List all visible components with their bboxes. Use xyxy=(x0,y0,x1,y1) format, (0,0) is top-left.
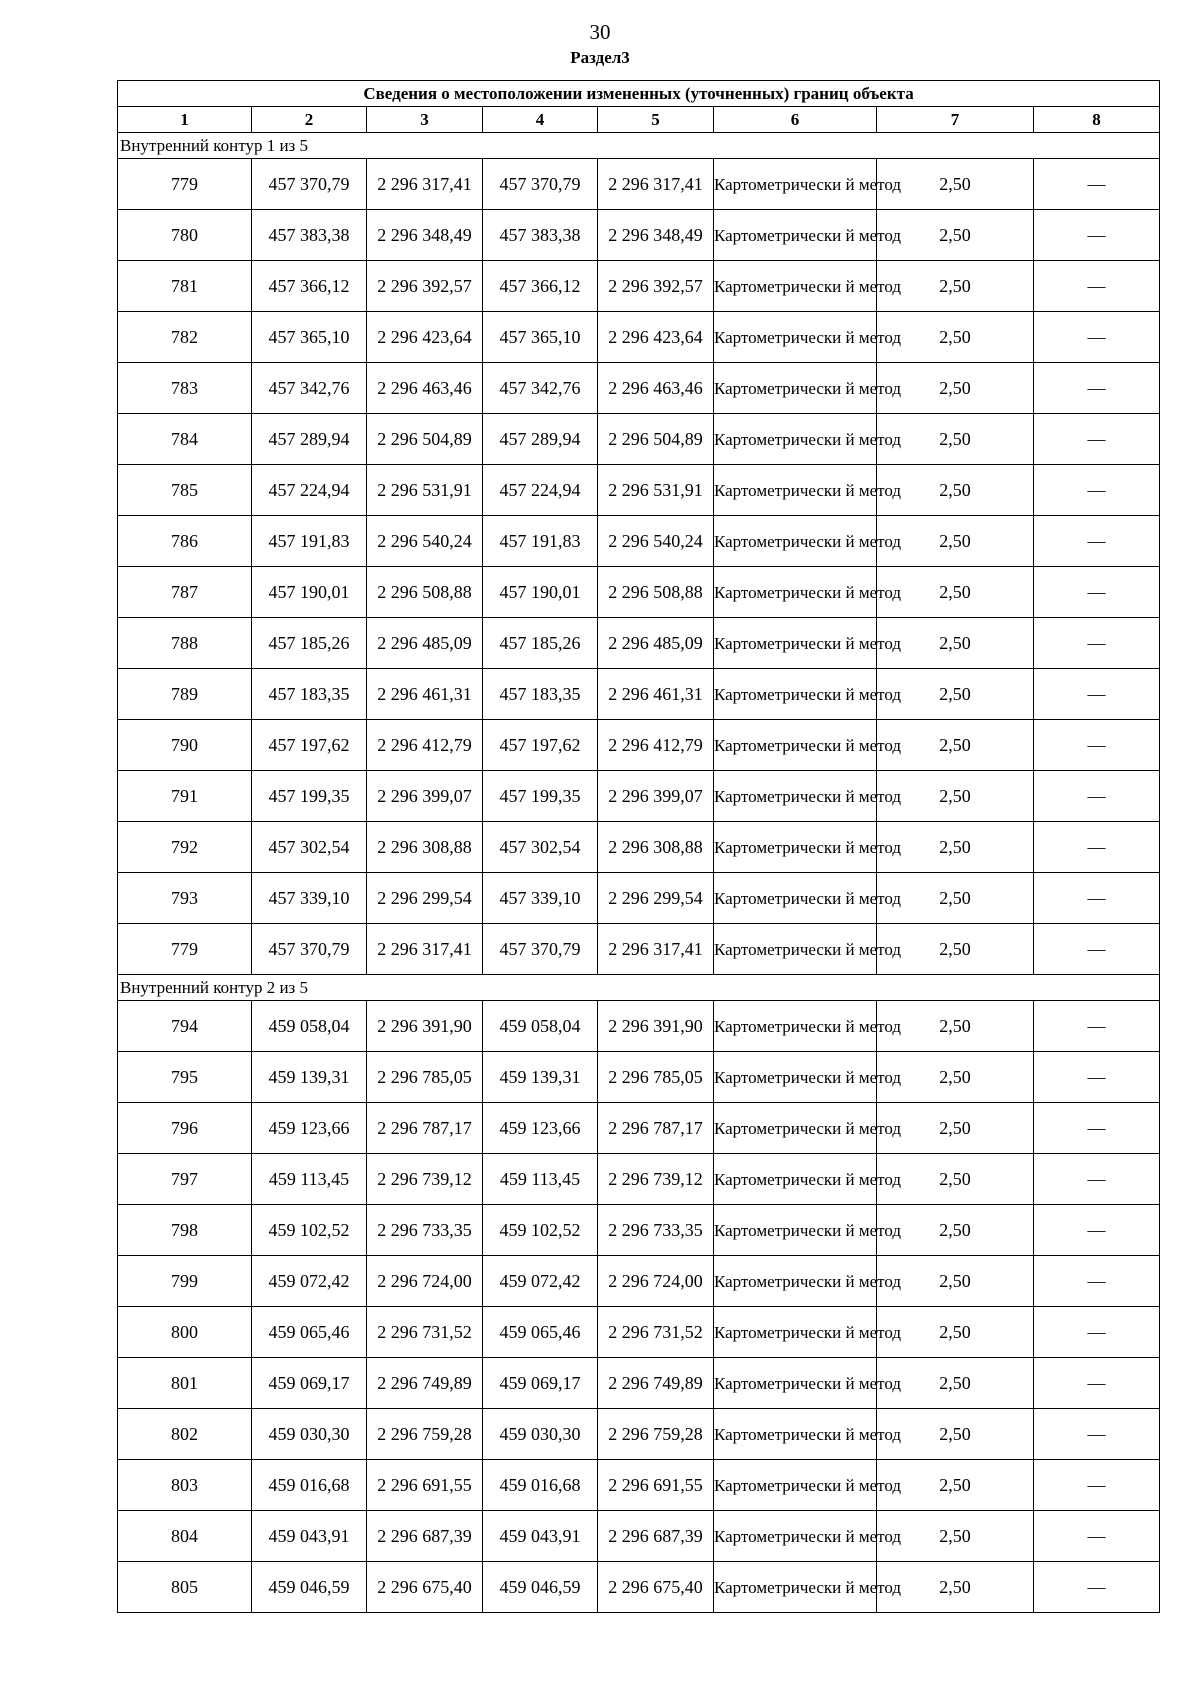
y-refined-cell: 2 296 759,28 xyxy=(598,1409,714,1460)
x-existing-cell: 459 030,30 xyxy=(252,1409,367,1460)
x-refined-cell: 457 370,79 xyxy=(483,924,598,975)
x-existing-cell: 457 197,62 xyxy=(252,720,367,771)
column-number: 1 xyxy=(118,107,252,133)
y-refined-cell: 2 296 687,39 xyxy=(598,1511,714,1562)
table-row xyxy=(118,465,1160,516)
contour-label-row xyxy=(118,975,1160,1001)
method-cell: Картометрически й метод xyxy=(714,465,877,516)
table-row xyxy=(118,873,1160,924)
point-number-cell: 781 xyxy=(118,261,252,312)
description-cell: — xyxy=(1034,1307,1160,1358)
x-refined-cell: 457 366,12 xyxy=(483,261,598,312)
x-refined-cell: 457 365,10 xyxy=(483,312,598,363)
method-cell: Картометрически й метод xyxy=(714,516,877,567)
column-number: 2 xyxy=(252,107,367,133)
accuracy-cell: 2,50 xyxy=(877,669,1034,720)
table-row xyxy=(118,1358,1160,1409)
x-refined-cell: 459 139,31 xyxy=(483,1052,598,1103)
method-cell: Картометрически й метод xyxy=(714,720,877,771)
description-cell: — xyxy=(1034,1511,1160,1562)
y-existing-cell: 2 296 749,89 xyxy=(367,1358,483,1409)
accuracy-cell: 2,50 xyxy=(877,1409,1034,1460)
x-existing-cell: 457 370,79 xyxy=(252,159,367,210)
table-title: Сведения о местоположении измененных (уточненных) границ объекта xyxy=(118,81,1160,107)
description-cell: — xyxy=(1034,1001,1160,1052)
accuracy-cell: 2,50 xyxy=(877,1307,1034,1358)
accuracy-cell: 2,50 xyxy=(877,1103,1034,1154)
contour-label: Внутренний контур 2 из 5 xyxy=(118,975,1160,1001)
accuracy-cell: 2,50 xyxy=(877,720,1034,771)
column-number: 8 xyxy=(1034,107,1160,133)
description-cell: — xyxy=(1034,414,1160,465)
x-refined-cell: 457 383,38 xyxy=(483,210,598,261)
table-row xyxy=(118,1001,1160,1052)
x-existing-cell: 457 365,10 xyxy=(252,312,367,363)
table-row xyxy=(118,1307,1160,1358)
column-number: 4 xyxy=(483,107,598,133)
method-cell: Картометрически й метод xyxy=(714,210,877,261)
column-number-row xyxy=(118,107,1160,133)
y-refined-cell: 2 296 785,05 xyxy=(598,1052,714,1103)
table-row xyxy=(118,1052,1160,1103)
x-refined-cell: 459 102,52 xyxy=(483,1205,598,1256)
method-cell: Картометрически й метод xyxy=(714,1001,877,1052)
boundary-coordinates-table xyxy=(117,80,1160,1613)
accuracy-cell: 2,50 xyxy=(877,822,1034,873)
x-existing-cell: 459 065,46 xyxy=(252,1307,367,1358)
y-refined-cell: 2 296 317,41 xyxy=(598,924,714,975)
accuracy-cell: 2,50 xyxy=(877,924,1034,975)
point-number-cell: 786 xyxy=(118,516,252,567)
description-cell: — xyxy=(1034,516,1160,567)
x-refined-cell: 459 072,42 xyxy=(483,1256,598,1307)
y-existing-cell: 2 296 423,64 xyxy=(367,312,483,363)
y-existing-cell: 2 296 540,24 xyxy=(367,516,483,567)
y-refined-cell: 2 296 691,55 xyxy=(598,1460,714,1511)
point-number-cell: 799 xyxy=(118,1256,252,1307)
x-refined-cell: 457 190,01 xyxy=(483,567,598,618)
method-cell: Картометрически й метод xyxy=(714,771,877,822)
y-refined-cell: 2 296 787,17 xyxy=(598,1103,714,1154)
point-number-cell: 795 xyxy=(118,1052,252,1103)
description-cell: — xyxy=(1034,159,1160,210)
y-existing-cell: 2 296 308,88 xyxy=(367,822,483,873)
x-existing-cell: 457 339,10 xyxy=(252,873,367,924)
description-cell: — xyxy=(1034,363,1160,414)
point-number-cell: 801 xyxy=(118,1358,252,1409)
method-cell: Картометрически й метод xyxy=(714,1154,877,1205)
y-existing-cell: 2 296 399,07 xyxy=(367,771,483,822)
y-refined-cell: 2 296 675,40 xyxy=(598,1562,714,1613)
y-refined-cell: 2 296 540,24 xyxy=(598,516,714,567)
accuracy-cell: 2,50 xyxy=(877,1052,1034,1103)
column-number: 5 xyxy=(598,107,714,133)
x-refined-cell: 457 183,35 xyxy=(483,669,598,720)
y-existing-cell: 2 296 691,55 xyxy=(367,1460,483,1511)
y-refined-cell: 2 296 412,79 xyxy=(598,720,714,771)
table-row xyxy=(118,618,1160,669)
description-cell: — xyxy=(1034,465,1160,516)
table-row xyxy=(118,414,1160,465)
table-row xyxy=(118,1511,1160,1562)
column-number: 7 xyxy=(877,107,1034,133)
description-cell: — xyxy=(1034,1256,1160,1307)
method-cell: Картометрически й метод xyxy=(714,1409,877,1460)
accuracy-cell: 2,50 xyxy=(877,516,1034,567)
y-existing-cell: 2 296 391,90 xyxy=(367,1001,483,1052)
accuracy-cell: 2,50 xyxy=(877,567,1034,618)
method-cell: Картометрически й метод xyxy=(714,261,877,312)
x-existing-cell: 459 046,59 xyxy=(252,1562,367,1613)
accuracy-cell: 2,50 xyxy=(877,873,1034,924)
description-cell: — xyxy=(1034,720,1160,771)
point-number-cell: 794 xyxy=(118,1001,252,1052)
y-refined-cell: 2 296 461,31 xyxy=(598,669,714,720)
x-refined-cell: 459 030,30 xyxy=(483,1409,598,1460)
accuracy-cell: 2,50 xyxy=(877,261,1034,312)
x-existing-cell: 457 383,38 xyxy=(252,210,367,261)
point-number-cell: 783 xyxy=(118,363,252,414)
contour-label: Внутренний контур 1 из 5 xyxy=(118,133,1160,159)
accuracy-cell: 2,50 xyxy=(877,159,1034,210)
x-refined-cell: 459 123,66 xyxy=(483,1103,598,1154)
description-cell: — xyxy=(1034,1052,1160,1103)
x-existing-cell: 459 102,52 xyxy=(252,1205,367,1256)
x-existing-cell: 459 072,42 xyxy=(252,1256,367,1307)
y-refined-cell: 2 296 749,89 xyxy=(598,1358,714,1409)
description-cell: — xyxy=(1034,771,1160,822)
point-number-cell: 790 xyxy=(118,720,252,771)
table-row xyxy=(118,261,1160,312)
table-row xyxy=(118,1409,1160,1460)
x-refined-cell: 457 224,94 xyxy=(483,465,598,516)
point-number-cell: 791 xyxy=(118,771,252,822)
y-existing-cell: 2 296 731,52 xyxy=(367,1307,483,1358)
table-row xyxy=(118,1154,1160,1205)
y-refined-cell: 2 296 485,09 xyxy=(598,618,714,669)
y-existing-cell: 2 296 412,79 xyxy=(367,720,483,771)
x-existing-cell: 457 366,12 xyxy=(252,261,367,312)
description-cell: — xyxy=(1034,1358,1160,1409)
accuracy-cell: 2,50 xyxy=(877,1460,1034,1511)
x-refined-cell: 459 069,17 xyxy=(483,1358,598,1409)
accuracy-cell: 2,50 xyxy=(877,1001,1034,1052)
y-existing-cell: 2 296 531,91 xyxy=(367,465,483,516)
y-refined-cell: 2 296 348,49 xyxy=(598,210,714,261)
x-existing-cell: 457 289,94 xyxy=(252,414,367,465)
method-cell: Картометрически й метод xyxy=(714,567,877,618)
y-existing-cell: 2 296 785,05 xyxy=(367,1052,483,1103)
y-refined-cell: 2 296 299,54 xyxy=(598,873,714,924)
description-cell: — xyxy=(1034,1562,1160,1613)
accuracy-cell: 2,50 xyxy=(877,312,1034,363)
table-row xyxy=(118,822,1160,873)
y-existing-cell: 2 296 739,12 xyxy=(367,1154,483,1205)
description-cell: — xyxy=(1034,1409,1160,1460)
point-number-cell: 779 xyxy=(118,924,252,975)
method-cell: Картометрически й метод xyxy=(714,159,877,210)
point-number-cell: 792 xyxy=(118,822,252,873)
point-number-cell: 797 xyxy=(118,1154,252,1205)
method-cell: Картометрически й метод xyxy=(714,822,877,873)
method-cell: Картометрически й метод xyxy=(714,1307,877,1358)
description-cell: — xyxy=(1034,210,1160,261)
accuracy-cell: 2,50 xyxy=(877,363,1034,414)
x-existing-cell: 459 016,68 xyxy=(252,1460,367,1511)
method-cell: Картометрически й метод xyxy=(714,1205,877,1256)
y-refined-cell: 2 296 317,41 xyxy=(598,159,714,210)
point-number-cell: 787 xyxy=(118,567,252,618)
table-row xyxy=(118,312,1160,363)
y-refined-cell: 2 296 731,52 xyxy=(598,1307,714,1358)
y-refined-cell: 2 296 392,57 xyxy=(598,261,714,312)
y-refined-cell: 2 296 508,88 xyxy=(598,567,714,618)
x-refined-cell: 457 199,35 xyxy=(483,771,598,822)
x-existing-cell: 457 342,76 xyxy=(252,363,367,414)
x-refined-cell: 457 342,76 xyxy=(483,363,598,414)
accuracy-cell: 2,50 xyxy=(877,618,1034,669)
x-existing-cell: 457 190,01 xyxy=(252,567,367,618)
accuracy-cell: 2,50 xyxy=(877,1256,1034,1307)
column-number: 6 xyxy=(714,107,877,133)
x-refined-cell: 459 046,59 xyxy=(483,1562,598,1613)
table-row xyxy=(118,516,1160,567)
y-existing-cell: 2 296 733,35 xyxy=(367,1205,483,1256)
y-existing-cell: 2 296 675,40 xyxy=(367,1562,483,1613)
point-number-cell: 784 xyxy=(118,414,252,465)
column-number: 3 xyxy=(367,107,483,133)
table-row xyxy=(118,210,1160,261)
x-refined-cell: 457 197,62 xyxy=(483,720,598,771)
method-cell: Картометрически й метод xyxy=(714,1103,877,1154)
y-existing-cell: 2 296 504,89 xyxy=(367,414,483,465)
table-title-row xyxy=(118,81,1160,107)
description-cell: — xyxy=(1034,261,1160,312)
description-cell: — xyxy=(1034,1154,1160,1205)
accuracy-cell: 2,50 xyxy=(877,414,1034,465)
method-cell: Картометрически й метод xyxy=(714,1052,877,1103)
table-body xyxy=(118,81,1160,1613)
x-existing-cell: 459 139,31 xyxy=(252,1052,367,1103)
y-existing-cell: 2 296 724,00 xyxy=(367,1256,483,1307)
method-cell: Картометрически й метод xyxy=(714,1562,877,1613)
y-existing-cell: 2 296 392,57 xyxy=(367,261,483,312)
x-existing-cell: 457 191,83 xyxy=(252,516,367,567)
method-cell: Картометрически й метод xyxy=(714,1511,877,1562)
y-existing-cell: 2 296 508,88 xyxy=(367,567,483,618)
table-row xyxy=(118,1205,1160,1256)
x-existing-cell: 459 043,91 xyxy=(252,1511,367,1562)
y-refined-cell: 2 296 463,46 xyxy=(598,363,714,414)
description-cell: — xyxy=(1034,924,1160,975)
y-existing-cell: 2 296 787,17 xyxy=(367,1103,483,1154)
description-cell: — xyxy=(1034,1103,1160,1154)
x-refined-cell: 457 191,83 xyxy=(483,516,598,567)
description-cell: — xyxy=(1034,873,1160,924)
description-cell: — xyxy=(1034,1205,1160,1256)
x-existing-cell: 459 123,66 xyxy=(252,1103,367,1154)
point-number-cell: 802 xyxy=(118,1409,252,1460)
description-cell: — xyxy=(1034,669,1160,720)
method-cell: Картометрически й метод xyxy=(714,312,877,363)
accuracy-cell: 2,50 xyxy=(877,210,1034,261)
y-existing-cell: 2 296 687,39 xyxy=(367,1511,483,1562)
point-number-cell: 800 xyxy=(118,1307,252,1358)
page-number: 30 xyxy=(589,20,611,44)
y-refined-cell: 2 296 308,88 xyxy=(598,822,714,873)
x-existing-cell: 457 183,35 xyxy=(252,669,367,720)
method-cell: Картометрически й метод xyxy=(714,1460,877,1511)
x-refined-cell: 457 302,54 xyxy=(483,822,598,873)
y-existing-cell: 2 296 317,41 xyxy=(367,924,483,975)
description-cell: — xyxy=(1034,312,1160,363)
accuracy-cell: 2,50 xyxy=(877,1154,1034,1205)
point-number-cell: 803 xyxy=(118,1460,252,1511)
x-refined-cell: 459 058,04 xyxy=(483,1001,598,1052)
table-row xyxy=(118,720,1160,771)
point-number-cell: 779 xyxy=(118,159,252,210)
description-cell: — xyxy=(1034,567,1160,618)
y-existing-cell: 2 296 759,28 xyxy=(367,1409,483,1460)
x-existing-cell: 457 224,94 xyxy=(252,465,367,516)
method-cell: Картометрически й метод xyxy=(714,669,877,720)
method-cell: Картометрически й метод xyxy=(714,924,877,975)
point-number-cell: 793 xyxy=(118,873,252,924)
x-refined-cell: 457 339,10 xyxy=(483,873,598,924)
method-cell: Картометрически й метод xyxy=(714,1256,877,1307)
accuracy-cell: 2,50 xyxy=(877,1511,1034,1562)
y-refined-cell: 2 296 733,35 xyxy=(598,1205,714,1256)
table-row xyxy=(118,159,1160,210)
section-title: Раздел3 xyxy=(570,48,630,67)
x-refined-cell: 459 113,45 xyxy=(483,1154,598,1205)
y-existing-cell: 2 296 317,41 xyxy=(367,159,483,210)
y-refined-cell: 2 296 399,07 xyxy=(598,771,714,822)
y-existing-cell: 2 296 463,46 xyxy=(367,363,483,414)
table-row xyxy=(118,1103,1160,1154)
table-row xyxy=(118,1562,1160,1613)
point-number-cell: 796 xyxy=(118,1103,252,1154)
x-refined-cell: 459 016,68 xyxy=(483,1460,598,1511)
y-refined-cell: 2 296 531,91 xyxy=(598,465,714,516)
x-existing-cell: 457 185,26 xyxy=(252,618,367,669)
table-row xyxy=(118,771,1160,822)
y-existing-cell: 2 296 299,54 xyxy=(367,873,483,924)
method-cell: Картометрически й метод xyxy=(714,414,877,465)
x-existing-cell: 459 113,45 xyxy=(252,1154,367,1205)
x-refined-cell: 457 370,79 xyxy=(483,159,598,210)
x-existing-cell: 457 199,35 xyxy=(252,771,367,822)
x-refined-cell: 459 043,91 xyxy=(483,1511,598,1562)
table-row xyxy=(118,1256,1160,1307)
x-existing-cell: 459 069,17 xyxy=(252,1358,367,1409)
table-row xyxy=(118,363,1160,414)
table-row xyxy=(118,567,1160,618)
accuracy-cell: 2,50 xyxy=(877,1358,1034,1409)
accuracy-cell: 2,50 xyxy=(877,465,1034,516)
point-number-cell: 782 xyxy=(118,312,252,363)
description-cell: — xyxy=(1034,1460,1160,1511)
x-existing-cell: 457 302,54 xyxy=(252,822,367,873)
x-existing-cell: 457 370,79 xyxy=(252,924,367,975)
accuracy-cell: 2,50 xyxy=(877,1205,1034,1256)
table-row xyxy=(118,1460,1160,1511)
x-refined-cell: 457 289,94 xyxy=(483,414,598,465)
method-cell: Картометрически й метод xyxy=(714,618,877,669)
table-row xyxy=(118,669,1160,720)
x-existing-cell: 459 058,04 xyxy=(252,1001,367,1052)
point-number-cell: 780 xyxy=(118,210,252,261)
point-number-cell: 788 xyxy=(118,618,252,669)
point-number-cell: 785 xyxy=(118,465,252,516)
y-existing-cell: 2 296 461,31 xyxy=(367,669,483,720)
point-number-cell: 798 xyxy=(118,1205,252,1256)
method-cell: Картометрически й метод xyxy=(714,1358,877,1409)
y-refined-cell: 2 296 423,64 xyxy=(598,312,714,363)
table-row xyxy=(118,924,1160,975)
y-refined-cell: 2 296 504,89 xyxy=(598,414,714,465)
description-cell: — xyxy=(1034,618,1160,669)
point-number-cell: 805 xyxy=(118,1562,252,1613)
point-number-cell: 804 xyxy=(118,1511,252,1562)
y-existing-cell: 2 296 485,09 xyxy=(367,618,483,669)
x-refined-cell: 457 185,26 xyxy=(483,618,598,669)
y-refined-cell: 2 296 739,12 xyxy=(598,1154,714,1205)
method-cell: Картометрически й метод xyxy=(714,873,877,924)
accuracy-cell: 2,50 xyxy=(877,1562,1034,1613)
y-refined-cell: 2 296 391,90 xyxy=(598,1001,714,1052)
contour-label-row xyxy=(118,133,1160,159)
point-number-cell: 789 xyxy=(118,669,252,720)
description-cell: — xyxy=(1034,822,1160,873)
accuracy-cell: 2,50 xyxy=(877,771,1034,822)
y-existing-cell: 2 296 348,49 xyxy=(367,210,483,261)
x-refined-cell: 459 065,46 xyxy=(483,1307,598,1358)
method-cell: Картометрически й метод xyxy=(714,363,877,414)
y-refined-cell: 2 296 724,00 xyxy=(598,1256,714,1307)
